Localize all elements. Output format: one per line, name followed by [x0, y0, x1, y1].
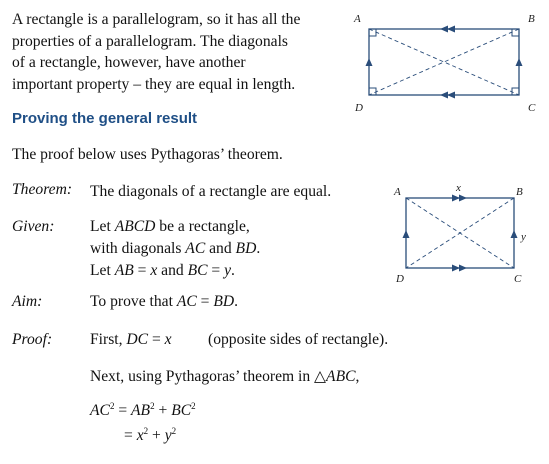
equation-line-1: $AC^2 = AB^2 + BC^2$ [90, 400, 196, 419]
right-angle-mark [369, 88, 376, 95]
parallel-arrows-bottom [452, 265, 467, 272]
rectangle-diagram-2 [388, 180, 538, 288]
given-line-1: Let ABCD be a rectangle, [90, 218, 250, 235]
parallel-arrow-right [511, 230, 518, 238]
parallel-arrow-left [403, 230, 410, 238]
proof-line-1: First, DC = x [90, 331, 172, 348]
vertex-label-c: C [514, 273, 522, 285]
equation-line-2: = $x^2 + y^2$ [124, 425, 177, 444]
vertex-label-d: D [355, 102, 363, 114]
vertex-label-d: D [396, 273, 404, 285]
given-label: Given: [12, 218, 55, 235]
parallel-arrow-left [366, 58, 373, 66]
section-heading: Proving the general result [12, 110, 198, 127]
side-label-x: x [456, 182, 461, 194]
vertex-label-b: B [516, 186, 523, 198]
intro-line: of a rectangle, however, have another [12, 54, 246, 71]
vertex-label-a: A [354, 13, 361, 25]
theorem-text: The diagonals of a rectangle are equal. [90, 183, 332, 200]
proof-label: Proof: [12, 331, 53, 348]
proof-intro: The proof below uses Pythagoras’ theorem. [12, 146, 283, 163]
parallel-arrows-bottom [440, 92, 455, 99]
intro-line: properties of a parallelogram. The diagonals [12, 32, 288, 50]
given-line-2: with diagonals AC and BD. [90, 240, 261, 257]
proof-line-2: Next, using Pythagoras’ theorem in △ABC, [90, 368, 360, 385]
given-text [90, 216, 260, 282]
diagonal-bd [406, 198, 514, 268]
intro-line: A rectangle is a parallelogram, so it has all the [12, 11, 301, 28]
rectangle-diagram-1 [350, 8, 545, 120]
right-angle-mark [512, 88, 519, 95]
parallel-arrows-top [440, 26, 455, 33]
theorem-label: Theorem: [12, 181, 73, 198]
intro-line: important property – they are equal in length. [12, 75, 296, 93]
intro-paragraph [12, 9, 342, 95]
proof-reason-1: (opposite sides of rectangle). [208, 331, 389, 348]
vertex-label-a: A [394, 186, 401, 198]
parallel-arrow-right [516, 58, 523, 66]
side-label-y: y [521, 231, 526, 243]
given-line-3: Let AB = x and BC = y. [90, 262, 235, 279]
parallel-arrows-top [452, 195, 467, 202]
vertex-label-b: B [528, 13, 535, 25]
vertex-label-c: C [528, 102, 536, 114]
aim-label: Aim: [12, 293, 43, 310]
aim-text: To prove that AC = BD. [90, 293, 239, 310]
